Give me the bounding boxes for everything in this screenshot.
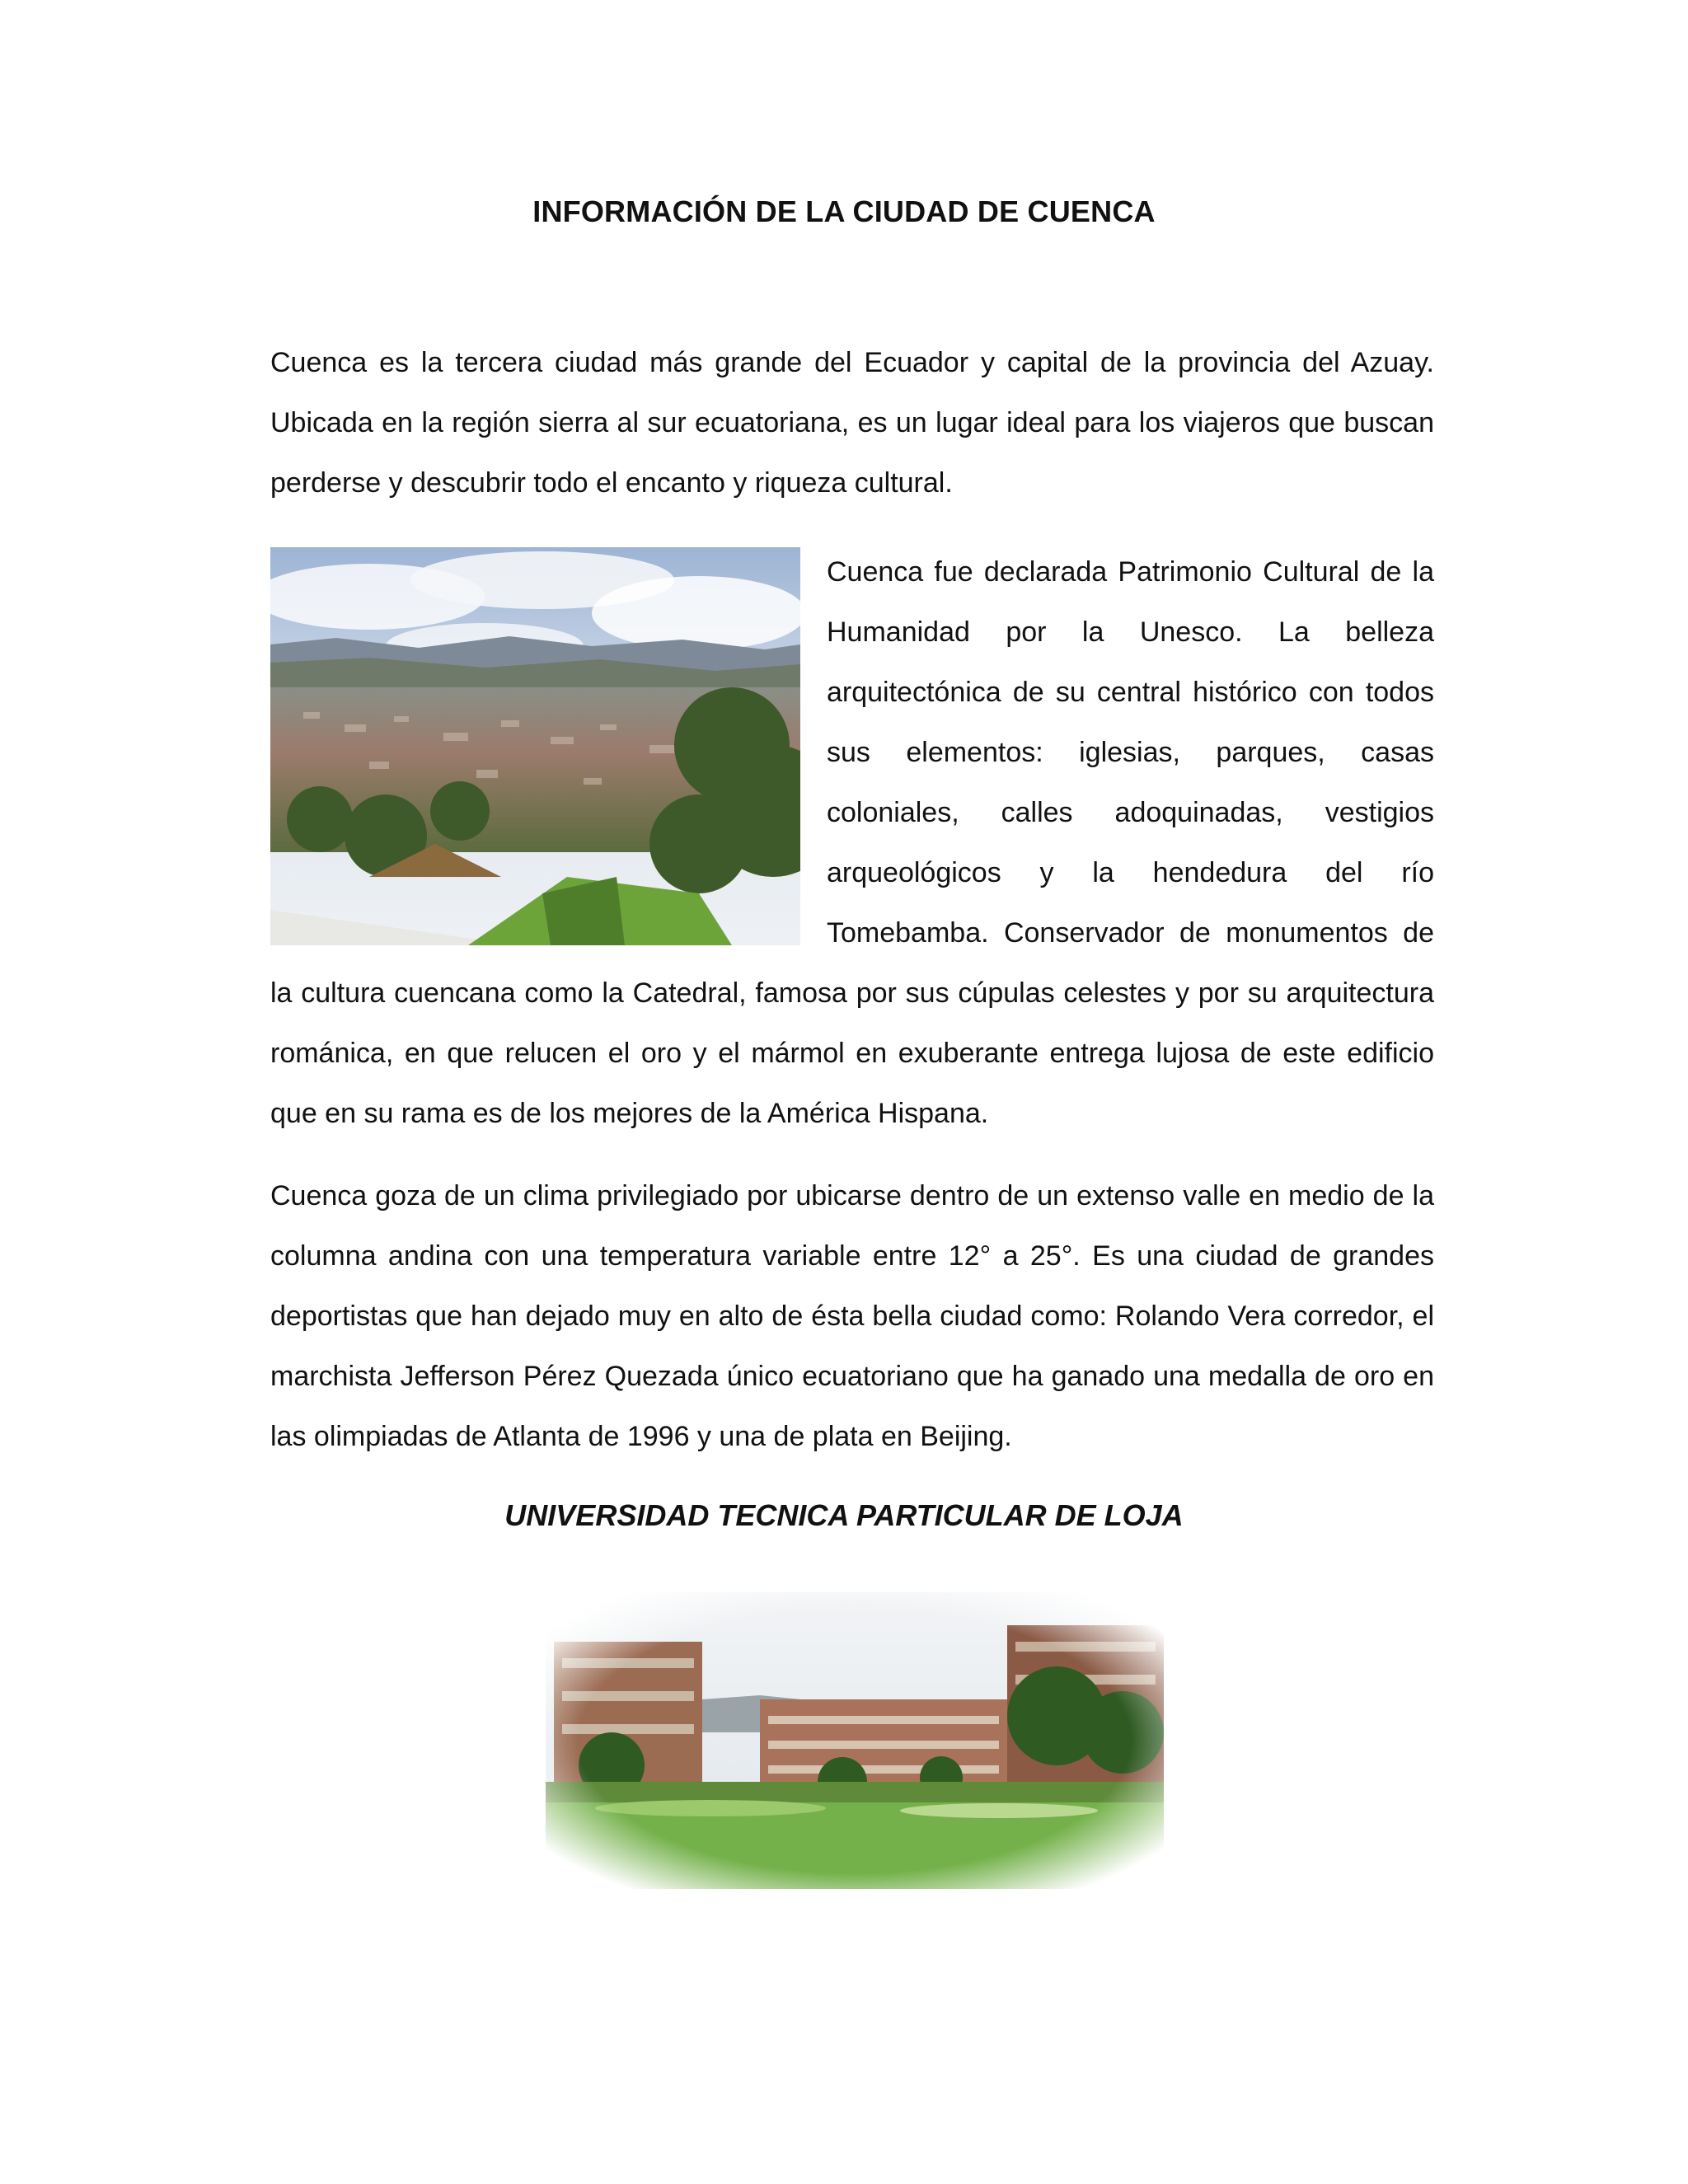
cuenca-city-photo [270, 547, 800, 945]
section-subtitle: UNIVERSIDAD TECNICA PARTICULAR DE LOJA [504, 1498, 1184, 1532]
university-campus-photo [546, 1592, 1164, 1889]
paragraph-intro: Cuenca es la tercera ciudad más grande del Ecuador y capital de la provincia del Azuay. Ubicada en la región sierra al sur ecuatoriana, es un lugar ideal para los viajeros que buscan perderse y descubrir todo el encanto y riqueza cultural. [270, 347, 1434, 499]
paragraph-heritage-text: Cuenca fue declarada Patrimonio Cultural de la Humanidad por la Unesco. La belleza arquitectónica de su central histórico con todos sus elementos: iglesias, parques, casas coloniales, calles adoquinadas, vestigios arqueológicos y la hendedura del río Tomebamba. Conservador de monumentos de la cultura cuencana como la Catedral, famosa por sus cúpulas celestes y por su arquitectura románica, en que relucen el oro y el mármol en exuberante entrega lujosa de este edificio que en su rama es de los mejores de la América Hispana. [270, 556, 1434, 1129]
paragraph-climate: Cuenca goza de un clima privilegiado por ubicarse dentro de un extenso valle en medio de la columna andina con una temperatura variable entre 12° a 25°. Es una ciudad de grandes deportistas que han dejado muy en alto de ésta bella ciudad como: Rolando Vera corredor, el marchista Jefferson Pérez Quezada único ecuatoriano que ha ganado una medalla de oro en las olimpiadas de Atlanta de 1996 y una de plata en Beijing. [270, 1180, 1434, 1452]
page-title: INFORMACIÓN DE LA CIUDAD DE CUENCA [532, 194, 1156, 228]
paragraph-heritage [270, 542, 1434, 1144]
